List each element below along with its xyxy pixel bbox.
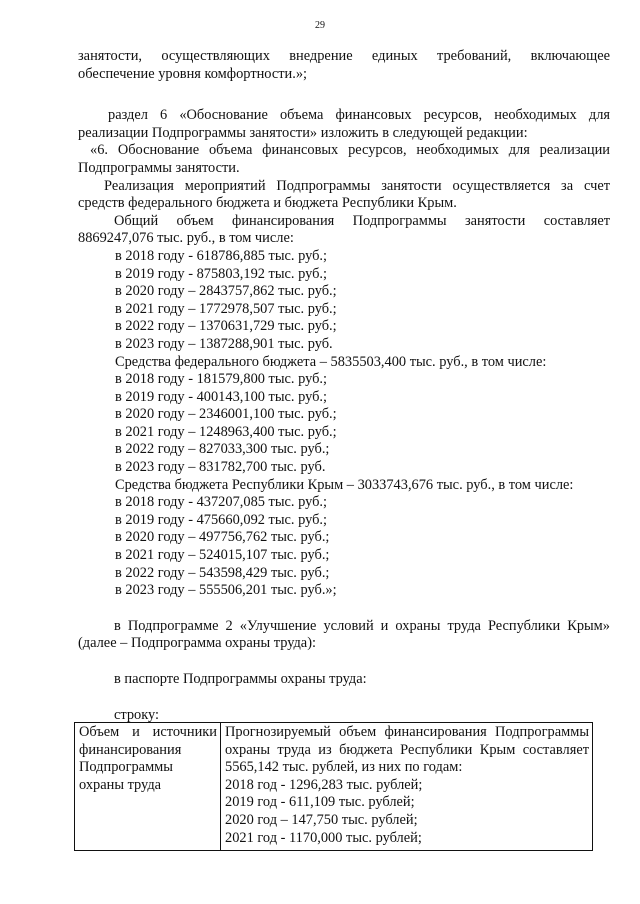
total-year-item: в 2019 году - 875803,192 тыс. руб.;: [115, 265, 328, 282]
total-line-1: Общий объем финансирования Подпрограммы занятости составляет: [114, 212, 610, 229]
passport-year-item: 2018 год - 1296,283 тыс. рублей;: [225, 776, 423, 793]
total-year-item: в 2018 году - 618786,885 тыс. руб.;: [115, 247, 328, 264]
crimea-year-item: в 2022 году – 543598,429 тыс. руб.;: [115, 564, 330, 581]
row-line: строку:: [114, 706, 160, 723]
federal-budget-block: [78, 354, 610, 477]
passport-label: Объем и источники финансирования Подпрограммы охраны труда: [79, 724, 217, 793]
federal-heading: Средства федерального бюджета – 5835503,400 тыс. руб., в том числе:: [115, 353, 547, 370]
section6-title-line-2: Подпрограммы занятости.: [78, 159, 240, 176]
document-body: [78, 48, 610, 724]
subprogram2-line-2: (далее – Подпрограмма охраны труда):: [78, 635, 316, 652]
federal-year-item: в 2019 году - 400143,100 тыс. руб.;: [115, 388, 328, 405]
passport-value-cell: [221, 723, 593, 851]
total-year-item: в 2021 году – 1772978,507 тыс. руб.;: [115, 300, 337, 317]
crimea-year-item: в 2021 году – 524015,107 тыс. руб.;: [115, 547, 330, 564]
total-year-item: в 2023 году – 1387288,901 тыс. руб.: [115, 335, 333, 352]
passport-year-item: 2019 год - 611,109 тыс. рублей;: [225, 794, 415, 811]
crimea-year-item: в 2020 году – 497756,762 тыс. руб.;: [115, 529, 330, 546]
section6-title-line-1: «6. Обоснование объема финансовых ресурсов, необходимых для реализации: [90, 142, 610, 159]
passport-year-item: 2021 год - 1170,000 тыс. рублей;: [225, 829, 422, 846]
passport-description: Прогнозируемый объем финансирования Подпрограммы охраны труда из бюджета Республики Крым составляет 5565,142 тыс. рублей, из них по годам:: [225, 724, 589, 776]
table-row: [75, 723, 593, 851]
crimea-year-item: в 2023 году – 555506,201 тыс. руб.»;: [115, 582, 337, 599]
continuation-line-2: обеспечение уровня комфортности.»;: [78, 65, 308, 82]
passport-table: [74, 722, 593, 851]
total-line-2: 8869247,076 тыс. руб., в том числе:: [78, 230, 294, 247]
crimea-year-item: в 2018 году - 437207,085 тыс. руб.;: [115, 494, 328, 511]
passport-year-item: 2020 год – 147,750 тыс. рублей;: [225, 811, 418, 828]
crimea-heading: Средства бюджета Республики Крым – 3033743,676 тыс. руб., в том числе:: [115, 476, 574, 493]
crimea-budget-block: [78, 477, 610, 600]
page-number: 29: [315, 20, 325, 31]
total-year-item: в 2020 году – 2843757,862 тыс. руб.;: [115, 283, 337, 300]
federal-year-item: в 2022 году – 827033,300 тыс. руб.;: [115, 441, 330, 458]
total-years-list: [78, 248, 610, 354]
passport-label-cell: [75, 723, 221, 851]
section6-intro-line-1: раздел 6 «Обоснование объема финансовых ресурсов, необходимых для: [108, 107, 610, 124]
federal-year-item: в 2023 году – 831782,700 тыс. руб.: [115, 459, 326, 476]
federal-year-item: в 2020 году – 2346001,100 тыс. руб.;: [115, 406, 337, 423]
realization-line-2: средств федерального бюджета и бюджета Республики Крым.: [78, 195, 457, 212]
continuation-line-1: занятости, осуществляющих внедрение единых требований, включающее: [78, 48, 610, 64]
section6-intro-line-2: реализации Подпрограммы занятости» изложить в следующей редакции:: [78, 124, 528, 141]
passport-line: в паспорте Подпрограммы охраны труда:: [114, 671, 367, 687]
total-year-item: в 2022 году – 1370631,729 тыс. руб.;: [115, 318, 337, 335]
subprogram2-line-1: в Подпрограмме 2 «Улучшение условий и охраны труда Республики Крым»: [114, 617, 610, 634]
federal-year-item: в 2018 году - 181579,800 тыс. руб.;: [115, 371, 328, 388]
crimea-year-item: в 2019 году - 475660,092 тыс. руб.;: [115, 511, 328, 528]
realization-line-1: Реализация мероприятий Подпрограммы занятости осуществляется за счет: [104, 177, 610, 194]
federal-year-item: в 2021 году – 1248963,400 тыс. руб.;: [115, 423, 337, 440]
